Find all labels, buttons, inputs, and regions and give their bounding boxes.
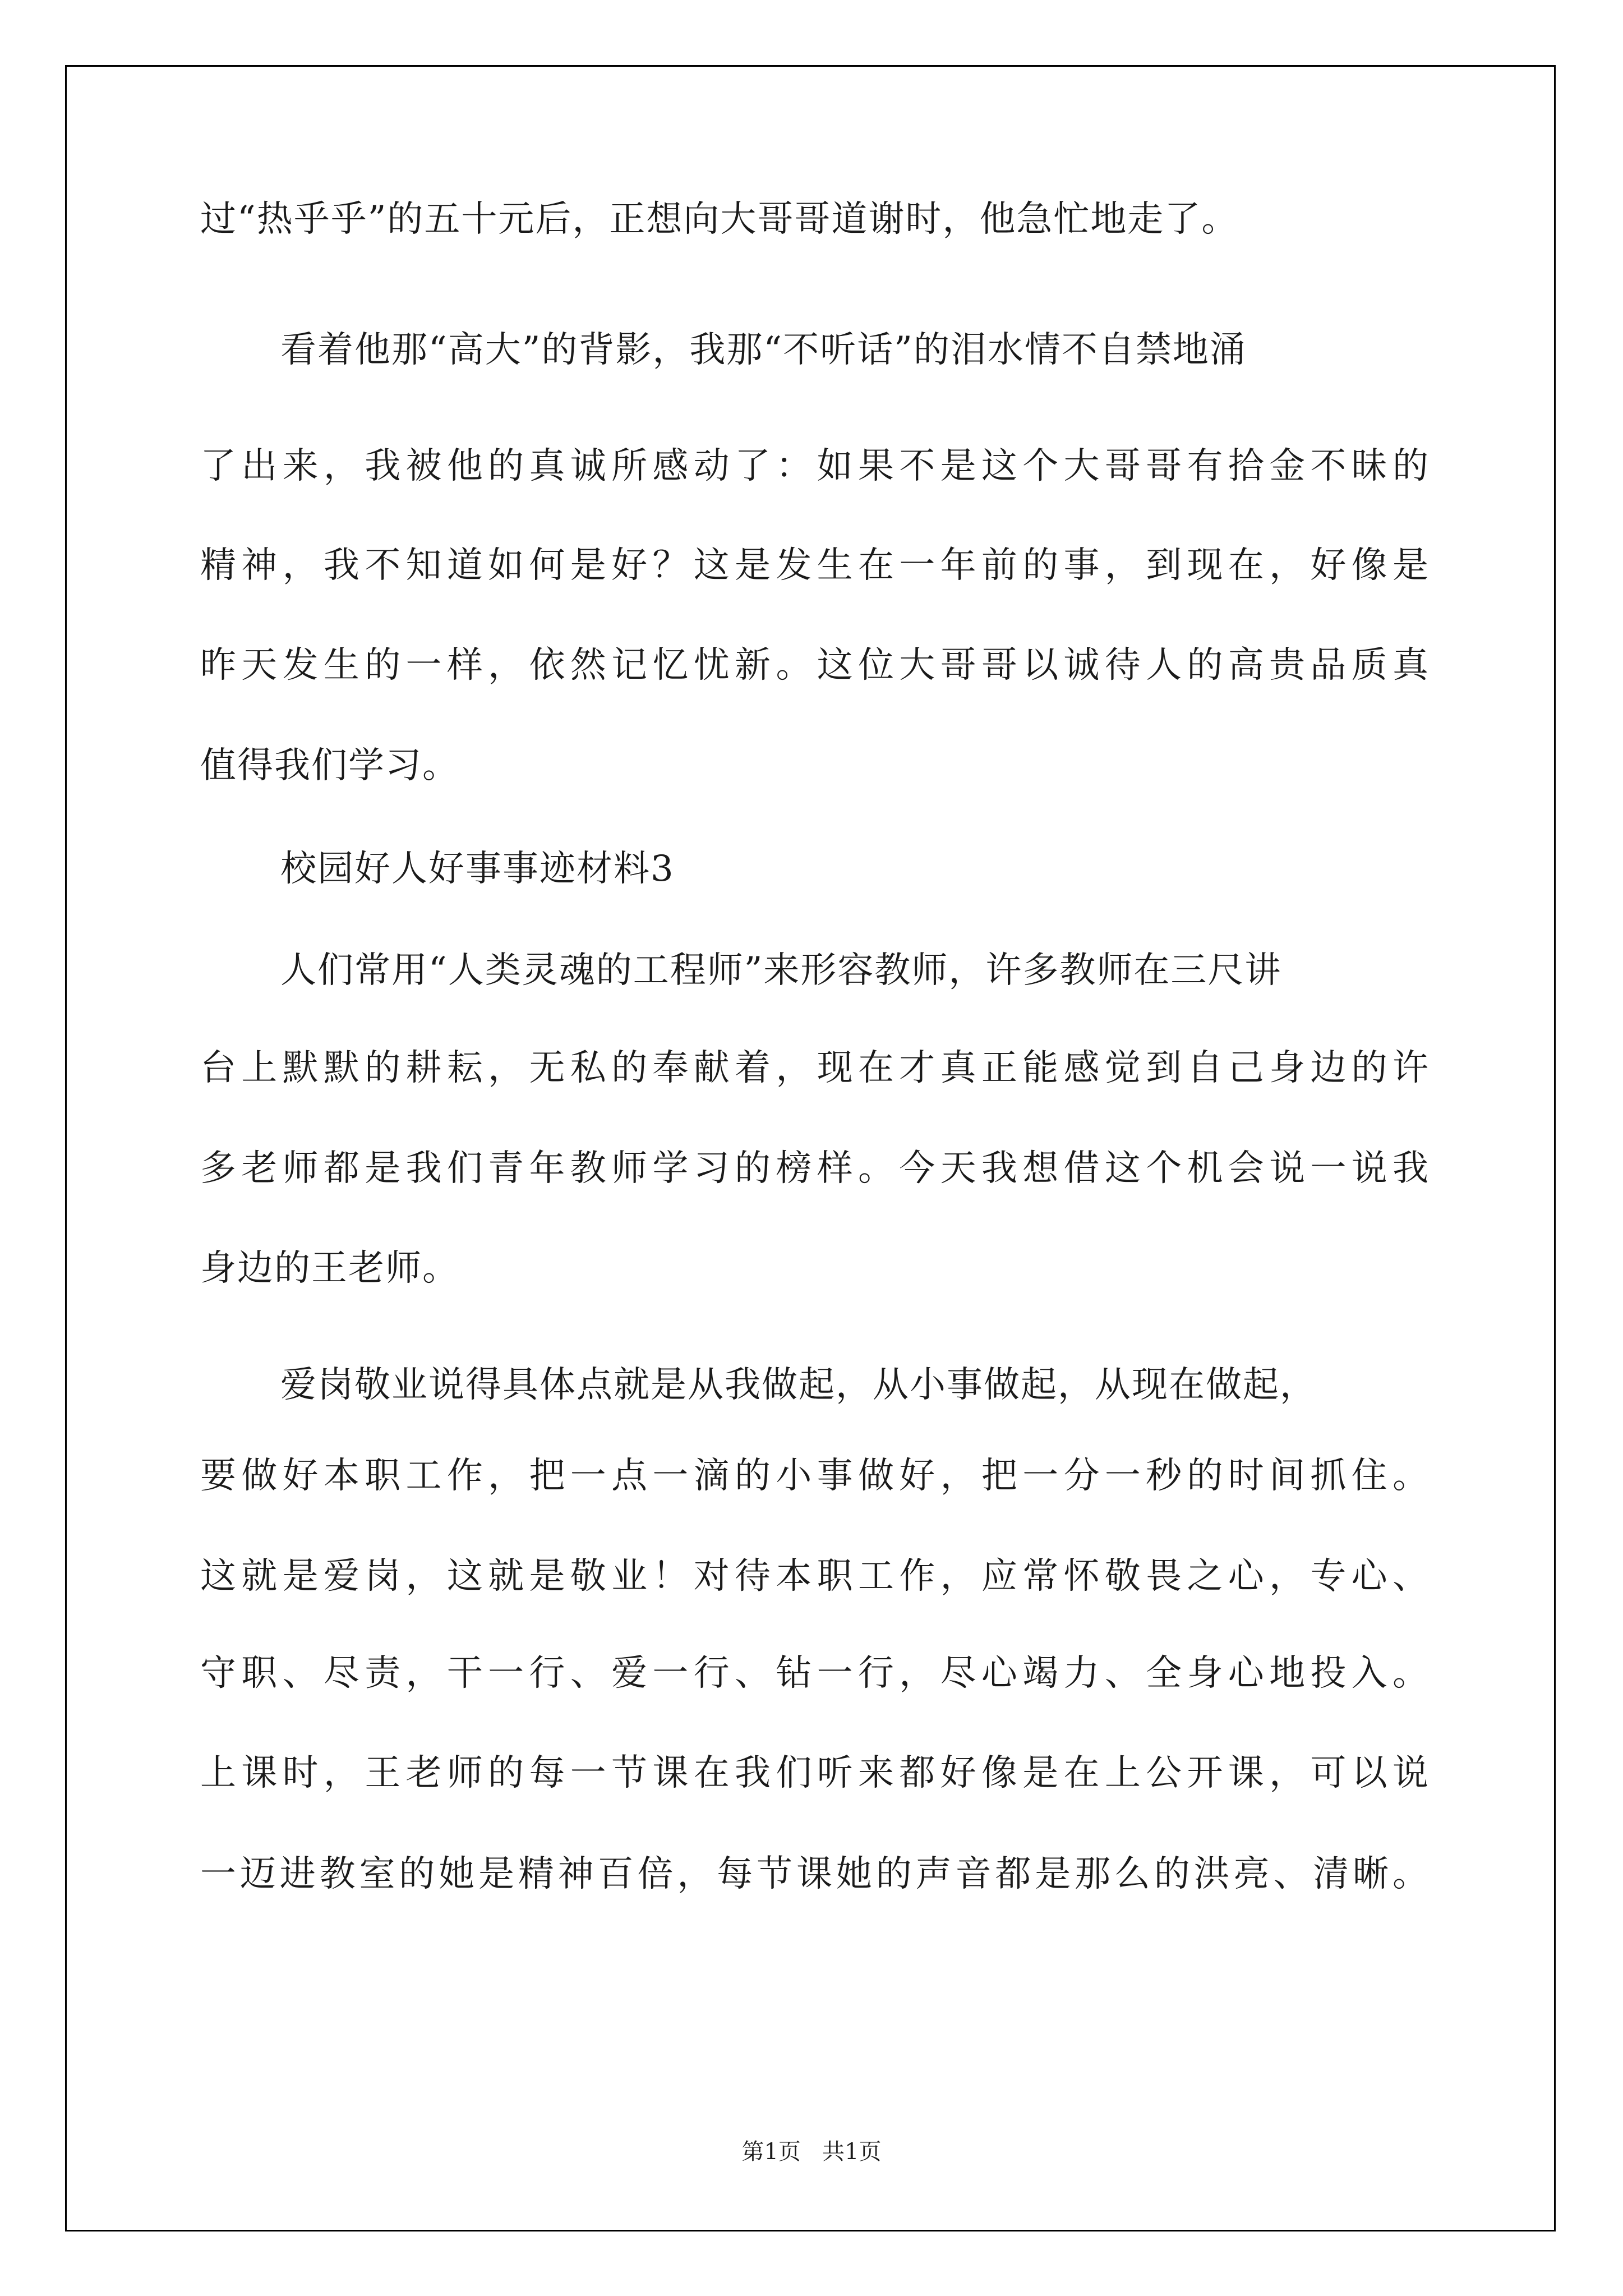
paragraph-line: 过“热乎乎”的五十元后，正想向大哥哥道谢时，他急忙地走了。 — [200, 199, 1239, 240]
paragraph-line: 一迈进教室的她是精神百倍，每节课她的声音都是那么的洪亮、清晰。 — [200, 1853, 1428, 1895]
section-heading: 校园好人好事事迹材料3 — [280, 848, 675, 890]
paragraph-line: 人们常用“人类灵魂的工程师”来形容教师，许多教师在三尺讲 — [280, 950, 1282, 991]
paragraph-line: 了出来，我被他的真诚所感动了：如果不是这个大哥哥有拾金不昧的 — [200, 445, 1428, 487]
paragraph-line: 上课时，王老师的每一节课在我们听来都好像是在上公开课，可以说 — [200, 1752, 1428, 1794]
paragraph-line: 台上默默的耕耘，无私的奉献着，现在才真正能感觉到自己身边的许 — [200, 1047, 1428, 1089]
paragraph-line: 身边的王老师。 — [200, 1248, 459, 1289]
paragraph-line: 这就是爱岗，这就是敬业！对待本职工作，应常怀敬畏之心，专心、 — [200, 1556, 1428, 1597]
paragraph-line: 多老师都是我们青年教师学习的榜样。今天我想借这个机会说一说我 — [200, 1148, 1428, 1189]
paragraph-line: 精神，我不知道如何是好？这是发生在一年前的事，到现在，好像是 — [200, 545, 1428, 586]
paragraph-line: 值得我们学习。 — [200, 745, 459, 786]
paragraph-line: 要做好本职工作，把一点一滴的小事做好，把一分一秒的时间抓住。 — [200, 1455, 1428, 1497]
paragraph-line: 昨天发生的一样，依然记忆忧新。这位大哥哥以诚待人的高贵品质真 — [200, 645, 1428, 686]
paragraph-line: 爱岗敬业说得具体点就是从我做起，从小事做起，从现在做起， — [280, 1364, 1317, 1406]
page-footer: 第1页 共1页 — [741, 2139, 882, 2165]
paragraph-line: 守职、尽责，干一行、爱一行、钻一行，尽心竭力、全身心地投入。 — [200, 1653, 1428, 1694]
paragraph-line: 看着他那“高大”的背影，我那“不听话”的泪水情不自禁地涌 — [280, 329, 1247, 371]
